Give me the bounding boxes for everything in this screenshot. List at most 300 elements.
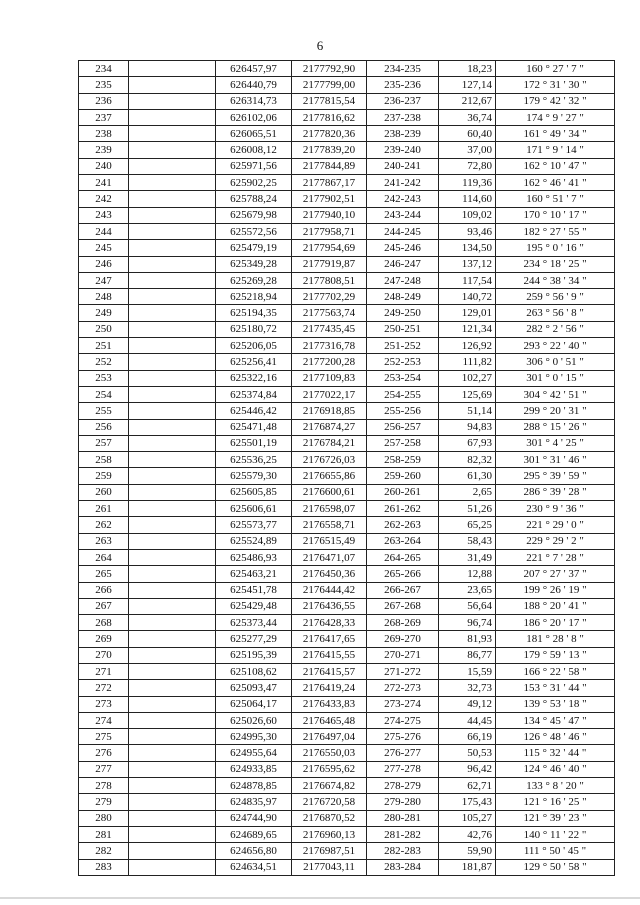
point-number-cell: 252 [79,354,129,370]
y-coordinate-cell: 2177940,10 [292,207,367,223]
table-row [79,533,615,549]
segment-cell: 257-258 [367,435,439,451]
x-coordinate-cell: 625971,56 [216,158,292,174]
segment-cell: 265-266 [367,566,439,582]
point-number-cell: 282 [79,843,129,859]
x-coordinate-cell: 626102,06 [216,109,292,125]
direction-angle-cell: 195 ° 0 ' 16 " [496,240,615,256]
x-coordinate-cell: 625373,44 [216,615,292,631]
y-coordinate-cell: 2177816,62 [292,109,367,125]
table-row [79,109,615,125]
blank-cell [129,175,216,191]
point-number-cell: 280 [79,810,129,826]
y-coordinate-cell: 2177563,74 [292,305,367,321]
point-number-cell: 251 [79,338,129,354]
x-coordinate-cell: 625108,62 [216,663,292,679]
y-coordinate-cell: 2177702,29 [292,289,367,305]
table-row [79,223,615,239]
table-row [79,256,615,272]
blank-cell [129,712,216,728]
point-number-cell: 277 [79,761,129,777]
segment-cell: 242-243 [367,191,439,207]
table-row [79,370,615,386]
table-row [79,207,615,223]
direction-angle-cell: 129 ° 50 ' 58 " [496,859,615,875]
point-number-cell: 265 [79,566,129,582]
segment-cell: 263-264 [367,533,439,549]
direction-angle-cell: 181 ° 28 ' 8 " [496,631,615,647]
direction-angle-cell: 124 ° 46 ' 40 " [496,761,615,777]
direction-angle-cell: 172 ° 31 ' 30 " [496,77,615,93]
table-row [79,191,615,207]
x-coordinate-cell: 625206,05 [216,338,292,354]
length-cell: 65,25 [439,517,496,533]
blank-cell [129,484,216,500]
y-coordinate-cell: 2177902,51 [292,191,367,207]
y-coordinate-cell: 2176960,13 [292,826,367,842]
direction-angle-cell: 230 ° 9 ' 36 " [496,501,615,517]
point-number-cell: 270 [79,647,129,663]
direction-angle-cell: 299 ° 20 ' 31 " [496,403,615,419]
x-coordinate-cell: 625679,98 [216,207,292,223]
table-row [79,77,615,93]
blank-cell [129,289,216,305]
x-coordinate-cell: 625026,60 [216,712,292,728]
blank-cell [129,549,216,565]
point-number-cell: 267 [79,598,129,614]
segment-cell: 258-259 [367,452,439,468]
direction-angle-cell: 188 ° 20 ' 41 " [496,598,615,614]
point-number-cell: 240 [79,158,129,174]
direction-angle-cell: 174 ° 9 ' 27 " [496,109,615,125]
direction-angle-cell: 263 ° 56 ' 8 " [496,305,615,321]
direction-angle-cell: 229 ° 29 ' 2 " [496,533,615,549]
x-coordinate-cell: 625606,61 [216,501,292,517]
point-number-cell: 239 [79,142,129,158]
y-coordinate-cell: 2176415,55 [292,647,367,663]
length-cell: 72,80 [439,158,496,174]
blank-cell [129,338,216,354]
table-row [79,745,615,761]
x-coordinate-cell: 626457,97 [216,61,292,77]
segment-cell: 275-276 [367,729,439,745]
blank-cell [129,647,216,663]
length-cell: 125,69 [439,386,496,402]
segment-cell: 264-265 [367,549,439,565]
y-coordinate-cell: 2176550,03 [292,745,367,761]
table-row [79,712,615,728]
table-row [79,647,615,663]
length-cell: 15,59 [439,663,496,679]
blank-cell [129,761,216,777]
segment-cell: 254-255 [367,386,439,402]
y-coordinate-cell: 2176598,07 [292,501,367,517]
length-cell: 49,12 [439,696,496,712]
length-cell: 109,02 [439,207,496,223]
point-number-cell: 281 [79,826,129,842]
y-coordinate-cell: 2177200,28 [292,354,367,370]
length-cell: 129,01 [439,305,496,321]
segment-cell: 246-247 [367,256,439,272]
point-number-cell: 279 [79,794,129,810]
blank-cell [129,859,216,875]
blank-cell [129,61,216,77]
length-cell: 62,71 [439,778,496,794]
direction-angle-cell: 286 ° 39 ' 28 " [496,484,615,500]
blank-cell [129,305,216,321]
table-row [79,321,615,337]
point-number-cell: 259 [79,468,129,484]
table-row [79,826,615,842]
y-coordinate-cell: 2176417,65 [292,631,367,647]
x-coordinate-cell: 625446,42 [216,403,292,419]
direction-angle-cell: 160 ° 51 ' 7 " [496,191,615,207]
direction-angle-cell: 161 ° 49 ' 34 " [496,126,615,142]
table-row [79,778,615,794]
x-coordinate-cell: 625256,41 [216,354,292,370]
x-coordinate-cell: 624744,90 [216,810,292,826]
y-coordinate-cell: 2176415,57 [292,663,367,679]
y-coordinate-cell: 2177820,36 [292,126,367,142]
x-coordinate-cell: 625093,47 [216,680,292,696]
length-cell: 117,54 [439,272,496,288]
length-cell: 119,36 [439,175,496,191]
y-coordinate-cell: 2176870,52 [292,810,367,826]
segment-cell: 269-270 [367,631,439,647]
direction-angle-cell: 121 ° 39 ' 23 " [496,810,615,826]
blank-cell [129,517,216,533]
y-coordinate-cell: 2176918,85 [292,403,367,419]
x-coordinate-cell: 625579,30 [216,468,292,484]
blank-cell [129,778,216,794]
y-coordinate-cell: 2176874,27 [292,419,367,435]
x-coordinate-cell: 625322,16 [216,370,292,386]
point-number-cell: 256 [79,419,129,435]
length-cell: 134,50 [439,240,496,256]
table-row [79,354,615,370]
point-number-cell: 258 [79,452,129,468]
point-number-cell: 255 [79,403,129,419]
segment-cell: 281-282 [367,826,439,842]
x-coordinate-cell: 626314,73 [216,93,292,109]
table-row [79,517,615,533]
blank-cell [129,77,216,93]
direction-angle-cell: 179 ° 42 ' 32 " [496,93,615,109]
point-number-cell: 268 [79,615,129,631]
y-coordinate-cell: 2177043,11 [292,859,367,875]
direction-angle-cell: 244 ° 38 ' 34 " [496,272,615,288]
x-coordinate-cell: 625374,84 [216,386,292,402]
table-row [79,680,615,696]
direction-angle-cell: 153 ° 31 ' 44 " [496,680,615,696]
segment-cell: 237-238 [367,109,439,125]
length-cell: 102,27 [439,370,496,386]
table-row [79,598,615,614]
point-number-cell: 254 [79,386,129,402]
table-row [79,729,615,745]
x-coordinate-cell: 625572,56 [216,223,292,239]
y-coordinate-cell: 2177808,51 [292,272,367,288]
point-number-cell: 261 [79,501,129,517]
point-number-cell: 274 [79,712,129,728]
length-cell: 114,60 [439,191,496,207]
y-coordinate-cell: 2176600,61 [292,484,367,500]
table-row [79,794,615,810]
y-coordinate-cell: 2177022,17 [292,386,367,402]
length-cell: 175,43 [439,794,496,810]
direction-angle-cell: 234 ° 18 ' 25 " [496,256,615,272]
segment-cell: 244-245 [367,223,439,239]
y-coordinate-cell: 2176497,04 [292,729,367,745]
blank-cell [129,663,216,679]
length-cell: 32,73 [439,680,496,696]
blank-cell [129,468,216,484]
y-coordinate-cell: 2176419,24 [292,680,367,696]
point-number-cell: 236 [79,93,129,109]
point-number-cell: 272 [79,680,129,696]
segment-cell: 239-240 [367,142,439,158]
table-row [79,549,615,565]
y-coordinate-cell: 2176436,55 [292,598,367,614]
segment-cell: 236-237 [367,93,439,109]
x-coordinate-cell: 625471,48 [216,419,292,435]
point-number-cell: 235 [79,77,129,93]
segment-cell: 280-281 [367,810,439,826]
length-cell: 58,43 [439,533,496,549]
y-coordinate-cell: 2177799,00 [292,77,367,93]
point-number-cell: 275 [79,729,129,745]
table-row [79,696,615,712]
direction-angle-cell: 160 ° 27 ' 7 " [496,61,615,77]
direction-angle-cell: 301 ° 0 ' 15 " [496,370,615,386]
length-cell: 121,34 [439,321,496,337]
blank-cell [129,158,216,174]
segment-cell: 238-239 [367,126,439,142]
segment-cell: 268-269 [367,615,439,631]
x-coordinate-cell: 625902,25 [216,175,292,191]
point-number-cell: 246 [79,256,129,272]
y-coordinate-cell: 2177792,90 [292,61,367,77]
length-cell: 212,67 [439,93,496,109]
y-coordinate-cell: 2177316,78 [292,338,367,354]
segment-cell: 234-235 [367,61,439,77]
segment-cell: 278-279 [367,778,439,794]
segment-cell: 274-275 [367,712,439,728]
x-coordinate-cell: 625501,19 [216,435,292,451]
y-coordinate-cell: 2176987,51 [292,843,367,859]
x-coordinate-cell: 624933,85 [216,761,292,777]
y-coordinate-cell: 2177435,45 [292,321,367,337]
table-row [79,158,615,174]
x-coordinate-cell: 625479,19 [216,240,292,256]
y-coordinate-cell: 2176674,82 [292,778,367,794]
segment-cell: 252-253 [367,354,439,370]
blank-cell [129,126,216,142]
blank-cell [129,109,216,125]
x-coordinate-cell: 625573,77 [216,517,292,533]
segment-cell: 250-251 [367,321,439,337]
x-coordinate-cell: 625524,89 [216,533,292,549]
segment-cell: 249-250 [367,305,439,321]
x-coordinate-cell: 625486,93 [216,549,292,565]
table-row [79,305,615,321]
direction-angle-cell: 121 ° 16 ' 25 " [496,794,615,810]
table-row [79,501,615,517]
blank-cell [129,435,216,451]
direction-angle-cell: 182 ° 27 ' 55 " [496,223,615,239]
point-number-cell: 253 [79,370,129,386]
direction-angle-cell: 288 ° 15 ' 26 " [496,419,615,435]
blank-cell [129,207,216,223]
point-number-cell: 264 [79,549,129,565]
direction-angle-cell: 306 ° 0 ' 51 " [496,354,615,370]
y-coordinate-cell: 2177867,17 [292,175,367,191]
length-cell: 12,88 [439,566,496,582]
page-number: 6 [316,38,324,53]
x-coordinate-cell: 625194,35 [216,305,292,321]
length-cell: 86,77 [439,647,496,663]
length-cell: 51,14 [439,403,496,419]
table-row [79,403,615,419]
x-coordinate-cell: 626440,79 [216,77,292,93]
x-coordinate-cell: 624835,97 [216,794,292,810]
length-cell: 31,49 [439,549,496,565]
y-coordinate-cell: 2177109,83 [292,370,367,386]
table-row [79,484,615,500]
blank-cell [129,501,216,517]
blank-cell [129,272,216,288]
segment-cell: 240-241 [367,158,439,174]
y-coordinate-cell: 2176595,62 [292,761,367,777]
segment-cell: 253-254 [367,370,439,386]
direction-angle-cell: 293 ° 22 ' 40 " [496,338,615,354]
table-row [79,582,615,598]
segment-cell: 256-257 [367,419,439,435]
blank-cell [129,223,216,239]
direction-angle-cell: 304 ° 42 ' 51 " [496,386,615,402]
blank-cell [129,566,216,582]
point-number-cell: 250 [79,321,129,337]
direction-angle-cell: 111 ° 50 ' 45 " [496,843,615,859]
table-row [79,142,615,158]
segment-cell: 273-274 [367,696,439,712]
blank-cell [129,354,216,370]
direction-angle-cell: 207 ° 27 ' 37 " [496,566,615,582]
table-row [79,631,615,647]
direction-angle-cell: 170 ° 10 ' 17 " [496,207,615,223]
point-number-cell: 271 [79,663,129,679]
blank-cell [129,729,216,745]
point-number-cell: 243 [79,207,129,223]
table-row [79,452,615,468]
segment-cell: 270-271 [367,647,439,663]
x-coordinate-cell: 624878,85 [216,778,292,794]
point-number-cell: 266 [79,582,129,598]
point-number-cell: 260 [79,484,129,500]
length-cell: 36,74 [439,109,496,125]
length-cell: 42,76 [439,826,496,842]
blank-cell [129,631,216,647]
x-coordinate-cell: 625605,85 [216,484,292,500]
x-coordinate-cell: 625349,28 [216,256,292,272]
length-cell: 105,27 [439,810,496,826]
table-row [79,93,615,109]
length-cell: 61,30 [439,468,496,484]
length-cell: 96,42 [439,761,496,777]
point-number-cell: 269 [79,631,129,647]
point-number-cell: 244 [79,223,129,239]
segment-cell: 245-246 [367,240,439,256]
direction-angle-cell: 179 ° 59 ' 13 " [496,647,615,663]
segment-cell: 266-267 [367,582,439,598]
segment-cell: 247-248 [367,272,439,288]
table-row [79,810,615,826]
blank-cell [129,533,216,549]
point-number-cell: 263 [79,533,129,549]
y-coordinate-cell: 2176558,71 [292,517,367,533]
direction-angle-cell: 282 ° 2 ' 56 " [496,321,615,337]
blank-cell [129,370,216,386]
table-row [79,289,615,305]
segment-cell: 283-284 [367,859,439,875]
y-coordinate-cell: 2177844,89 [292,158,367,174]
direction-angle-cell: 140 ° 11 ' 22 " [496,826,615,842]
segment-cell: 260-261 [367,484,439,500]
y-coordinate-cell: 2176726,03 [292,452,367,468]
direction-angle-cell: 186 ° 20 ' 17 " [496,615,615,631]
length-cell: 59,90 [439,843,496,859]
x-coordinate-cell: 626065,51 [216,126,292,142]
direction-angle-cell: 295 ° 39 ' 59 " [496,468,615,484]
direction-angle-cell: 126 ° 48 ' 46 " [496,729,615,745]
blank-cell [129,794,216,810]
x-coordinate-cell: 626008,12 [216,142,292,158]
y-coordinate-cell: 2177839,20 [292,142,367,158]
y-coordinate-cell: 2177919,87 [292,256,367,272]
y-coordinate-cell: 2176471,07 [292,549,367,565]
table-row [79,566,615,582]
segment-cell: 271-272 [367,663,439,679]
table-row [79,419,615,435]
blank-cell [129,680,216,696]
x-coordinate-cell: 624995,30 [216,729,292,745]
x-coordinate-cell: 624955,64 [216,745,292,761]
x-coordinate-cell: 625536,25 [216,452,292,468]
blank-cell [129,191,216,207]
x-coordinate-cell: 625429,48 [216,598,292,614]
y-coordinate-cell: 2176433,83 [292,696,367,712]
y-coordinate-cell: 2176450,36 [292,566,367,582]
direction-angle-cell: 221 ° 29 ' 0 " [496,517,615,533]
point-number-cell: 247 [79,272,129,288]
point-number-cell: 234 [79,61,129,77]
length-cell: 56,64 [439,598,496,614]
direction-angle-cell: 115 ° 32 ' 44 " [496,745,615,761]
direction-angle-cell: 301 ° 4 ' 25 " [496,435,615,451]
table-row [79,338,615,354]
table-row [79,859,615,875]
segment-cell: 262-263 [367,517,439,533]
segment-cell: 276-277 [367,745,439,761]
x-coordinate-cell: 625451,78 [216,582,292,598]
length-cell: 81,93 [439,631,496,647]
point-number-cell: 237 [79,109,129,125]
table-body [79,61,615,876]
x-coordinate-cell: 625788,24 [216,191,292,207]
point-number-cell: 249 [79,305,129,321]
segment-cell: 277-278 [367,761,439,777]
segment-cell: 261-262 [367,501,439,517]
